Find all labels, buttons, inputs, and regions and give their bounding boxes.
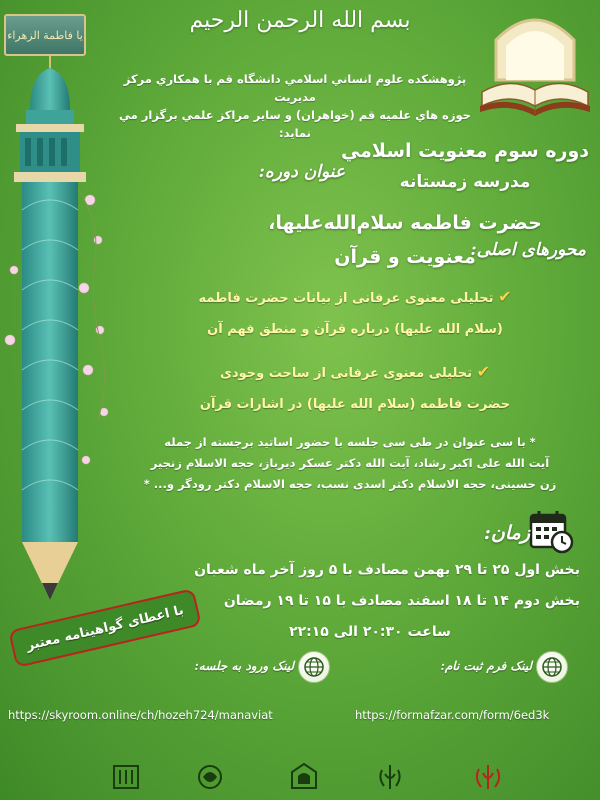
axis-item-2-line-1 — [115, 362, 595, 381]
schedule-time: ساعت ۲۰:۳۰ الی ۲۲:۱۵ — [289, 624, 451, 640]
university-logo — [104, 748, 148, 792]
register-url-link[interactable]: https://formafzar.com/form/6ed3k — [355, 708, 550, 722]
course-subtitle: مدرسه زمستانه — [399, 172, 531, 192]
lecturers-line-2: آیت الله علی اکبر رشاد، آیت الله دکتر عسکر دیرباز، حجه الاسلام زنجیر — [150, 456, 550, 470]
axis-text: تحلیلی معنوی عرفانی از بیانات حضرت فاطمه — [198, 291, 494, 306]
axis-item-2-line-2: حضرت فاطمه (سلام الله علیها) در اشارات قرآن — [199, 397, 511, 412]
lecturers-text — [105, 432, 595, 495]
intro-line-2: حوزه هاي علميه قم (خواهران) و ساير مراكز علمي برگزار مي نمايد: — [119, 108, 471, 140]
axis-text: تحلیلی معنوی عرفانی از ساحت وجودی — [220, 366, 473, 381]
intro-text — [110, 70, 480, 142]
calendar-clock-icon — [528, 508, 574, 554]
register-link-label: لینک فرم ثبت نام: — [440, 659, 532, 673]
national-emblem-logo — [466, 748, 510, 792]
topic-line-2: معنویت و قرآن — [334, 246, 476, 268]
topic-label: عنوان دوره: — [258, 162, 345, 182]
session-url-link[interactable]: https://skyroom.online/ch/hozeh724/manaviat — [8, 708, 273, 722]
schedule-part-2: بخش دوم ۱۴ تا ۱۸ اسفند مصادف با ۱۵ تا ۱۹ رمضان — [223, 593, 580, 609]
session-link-label: لینک ورود به جلسه: — [194, 659, 294, 673]
certificate-badge — [8, 588, 202, 668]
intro-line-1: پژوهشكده علوم انساني اسلامي دانشگاه قم با همكاري مركز مديريت — [123, 72, 467, 104]
lecturers-line-3: زن حسینی، حجه الاسلام دکتر اسدی نسب، حجه الاسلام دکتر رودگر و... * — [143, 477, 557, 491]
schedule-part-1: بخش اول ۲۵ تا ۲۹ بهمن مصادف با ۵ روز آخر ماه شعبان — [194, 562, 580, 578]
quran-window-illustration — [476, 10, 594, 120]
emblem-logo — [368, 748, 412, 792]
certificate-text: با اعطای گواهینامه معتبر — [24, 602, 186, 654]
lecturers-line-1: * با سی عنوان در طی سی جلسه با حضور اساتید برجسته از جمله — [164, 435, 536, 449]
institute-logo — [188, 748, 232, 792]
globe-icon[interactable] — [536, 651, 568, 683]
axis-item-1-line-1 — [115, 287, 595, 306]
axis-item-1-line-2: (سلام الله علیها) درباره قرآن و منطق فهم آن — [207, 322, 503, 337]
bismillah-heading: بسم الله الرحمن الرحيم — [189, 8, 411, 33]
course-title: دوره سوم معنويت اسلامي — [340, 140, 590, 162]
sign-text: يا فاطمة الزهراء — [7, 28, 83, 42]
check-icon: ✔ — [476, 362, 490, 381]
seminary-logo — [282, 748, 326, 792]
minaret-pencil-illustration — [0, 40, 125, 600]
schedule-label: زمان: — [483, 522, 530, 544]
globe-icon[interactable] — [298, 651, 330, 683]
check-icon: ✔ — [498, 287, 512, 306]
topic-line-1: حضرت فاطمه سلام‌الله‌علیها، — [268, 212, 542, 234]
axes-label: محورهای اصلی: — [470, 240, 586, 260]
